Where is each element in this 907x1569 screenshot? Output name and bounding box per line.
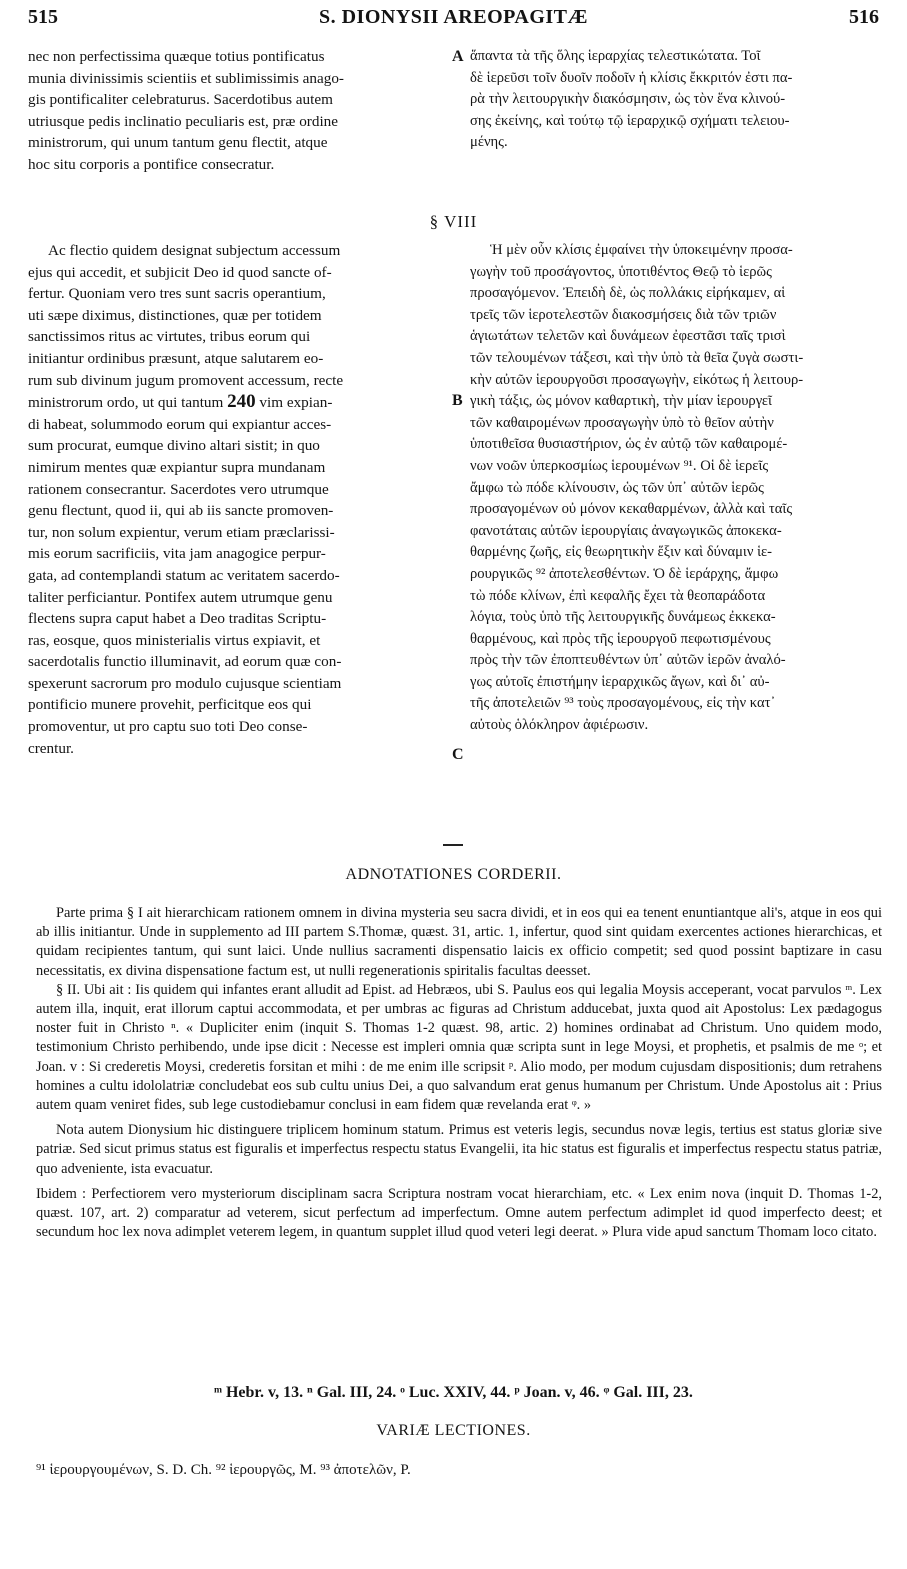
latin-column-main (28, 240, 446, 759)
text-line: ὑποτιθεῖσα θυσιαστήριον, ὡς ἐν αὐτῷ τῶν καθαιρομέ- (470, 436, 788, 453)
section-divider (443, 844, 463, 846)
text-line: initiantur ordinibus præsunt, atque salutarem eo- (28, 349, 324, 367)
inline-page-number: 240 (227, 391, 256, 413)
text-line: uti sæpe diximus, distinctiones, quæ per totidem (28, 306, 322, 324)
text-line: nec non perfectissima quæque totius pontificatus (28, 48, 325, 65)
text-line: gata, ad contemplandi statum ac veritatem sacerdo- (28, 566, 340, 584)
variant-readings: ⁹¹ ἱερουργουμένων, S. D. Ch. ⁹² ἱερουργῶς, M. ⁹³ ἀποτελῶν, P. (36, 1462, 411, 1478)
note-paragraph: Ibidem : Perfectiorem vero mysteriorum disciplinam sacra Scriptura nostram vocat hierarchiam, etc. « Lex enim nova (inquit D. Thomas 1-2, quæst. 107, art. 2) comparatur ad veterem, sicut perfectum ad imperfectum. Omne autem perfectum adimplet id quod imperfecto deest; et secundum hoc lex nova adimplet veterem legem, in quantum supplet illud quod veteri legi deerat. » Plura vide apud sanctum Thomam loco citato. (36, 1185, 882, 1241)
notes-heading: ADNOTATIONES CORDERII. (345, 866, 562, 883)
text-line: κὴν αὐτῶν ἱερουργοῦσι προσαγωγὴν, εἰκότως ἡ λειτουρ- (470, 371, 804, 388)
text-line: tur, non solum expientur, verum etiam præclarissi- (28, 523, 335, 541)
text-line: nimirum mentes quæ expiantur supra mundanam (28, 458, 326, 476)
running-header (28, 6, 879, 34)
text-line: σης ἐκείνης, καὶ τούτῳ τῷ ἱεραρχικῷ σχήματι τελειου- (470, 112, 790, 129)
text-line: αὐτοὺς ὁλόκληρον ἀφιέρωσιν. (470, 717, 649, 734)
text-line: di habeat, solummodo eorum qui expiantur acces- (28, 415, 332, 433)
text-line: προσαγόμενον. Ἐπειδὴ δὲ, ὡς πολλάκις εἰρήκαμεν, αἱ (470, 285, 786, 302)
text-line: utriusque pedis inclinatio peculiaris est, præ ordine (28, 112, 339, 130)
running-title: S. DIONYSII AREOPAGITÆ (318, 6, 589, 28)
note-paragraph: § II. Ubi ait : Iis quidem qui infantes erant alludit ad Epist. ad Hebræos, ubi S. Paulus eos qui legalia Moysis acceperant, vocat parvulos ᵐ. Lex autem illa, inquit, erat illorum captui accommodata, et per umbras ac figuras ad Christum adducebat, juxta quod ait Apostolus: Lex pædagogus noster fuit in Christo ⁿ. « Dupliciter enim (inquit S. Thomas 1-2 quæst. 98, artic. 2) homines ordinabat ad Christum. Uno quidem modo, testimonium Christo perhibendo, unde ipse dicit : Necesse est impleri omnia quæ scripta sunt in lege Moysi, et prophetis, et psalmis de me ᵒ; et Joan. v : Si crederetis Moysi, crederetis forsitan et mihi : de me enim ille scripsit ᵖ. Alio modo, per modum cujusdam dispositionis; dum retrahens homines a cultu idololatriæ concludebat eos sub cultu unius Dei, a quo salvandum erat genus humanum per Christum. Unde Apostolus ait : Prius autem quam veniret fides, sub lege custodiebamur conclusi in eam fidem quæ revelanda erat ᵠ. » (36, 981, 882, 1114)
text-line: γικὴ τάξις, ὡς μόνον καθαρτικὴ, τὴν μίαν ἱερουργεῖ (470, 393, 772, 410)
text-line: τῶν καθαιρομένων προσαγωγὴν ὑπὸ τὸ θεῖον αὐτὴν (470, 414, 774, 431)
text-line: νων νοῶν ὑπερκοσμίως ἱερουμένων ⁹¹. Οἱ δὲ ἱερεῖς (470, 457, 769, 474)
text-line: sacerdotalis functio illuminavit, ad eorum quæ con- (28, 653, 342, 671)
text-line: crentur. (28, 739, 74, 757)
text-line (28, 391, 446, 414)
text-line: rum sub divinum jugum promovent accessum, recte (28, 371, 344, 389)
text-line: τῆς ἀποτελειῶν ⁹³ τοὺς προσαγομένους, εἰς τὴν κατ᾽ (470, 695, 776, 712)
text-line: pontificio munere provehit, perficitque eos qui (28, 696, 312, 714)
text-line: θαρμένους, καὶ πρὸς τῆς ἱερουργοῦ πεφωτισμένους (470, 630, 771, 647)
greek-column-main (470, 240, 882, 737)
text-line: ras, eosque, quos ministerialis virtus expiavit, et (28, 631, 321, 649)
text-line: rationem consecrantur. Sacerdotes vero utrumque (28, 480, 329, 498)
text-line: fertur. Quoniam vero tres sunt sacris operantium, (28, 285, 326, 303)
text-line: θαρμένης ζωῆς, εἰς θεωρητικὴν ἕξιν καὶ δύναμιν ἱε- (470, 544, 773, 561)
text-line: genu flectunt, quod ii, qui ab iis sancte promoven- (28, 502, 334, 520)
text-line: προσαγομένων οὐ μόνον κεκαθαρμένων, ἀλλὰ καὶ ταῖς (470, 501, 793, 518)
margin-marker-b: B (452, 392, 463, 409)
text-line: ejus qui accedit, et subjicit Deo id quod sancte of- (28, 263, 332, 281)
text-line: τρεῖς τῶν ἱεροτελεστῶν διακοσμήσεις διὰ τῶν τριῶν (470, 306, 777, 323)
text-line: γως αὐτοῖς ἐπιστήμην ἱεραρχικῶς ἄγων, καὶ δι᾽ αὐ- (470, 673, 770, 690)
note-paragraph: Parte prima § I ait hierarchicam rationem omnem in divina mysteria seu sacra dividi, et in eos qui ea tenent enuntiantque ali's, atque in eos qui ab illis initiantur. Unde in supplemento ad III partem S.Thomæ, quæst. 31, artic. 1, infertur, quod sint quidam exercentes actiones hierarchicas, et quidam recipientes tantum, qui sunt laici. Unde nullius sacramenti dispensatio laicis ex officio competit; sed quod possint baptizare in casu necessitatis, ex divina dispensatione factum est, ut nulli regenerationis spiritalis facultas deesset. (36, 905, 882, 979)
text-line: ἅπαντα τὰ τῆς ὅλης ἱεραρχίας τελεστικώτατα. Τοῖ (470, 48, 761, 64)
annotations-block (36, 904, 882, 1242)
margin-marker-a: A (452, 48, 464, 65)
text-line: φανοτάταις αὐτῶν ἱερουργίαις ἀναγωγικῶς ἀποκεκα- (470, 522, 782, 539)
text-line: spexerunt sacrorum pro modulo cujusque scientiam (28, 674, 342, 692)
text-line: τὼ πόδε κλίνων, ἐπὶ κεφαλῆς ἔχει τὰ θεοπαράδοτα (470, 587, 766, 604)
text-line: promoventur, ut pro captu suo toti Deo conse- (28, 718, 308, 736)
text-line: ρὰ τὴν λειτουργικὴν διακόσμησιν, ὡς τὸν ἕνα κλινού- (470, 91, 786, 108)
text-line: δὲ ἱερεῦσι τοῖν δυοῖν ποδοῖν ἡ κλίσις ἔκκριτόν ἐστι πα- (470, 69, 793, 86)
text-line: taliter perficiantur. Pontifex autem utrumque genu (28, 588, 333, 606)
text-line: sum procurat, eumque divino altari sistit; in quo (28, 437, 320, 455)
text-fragment: vim expian- (259, 394, 333, 412)
page-number-left: 515 (28, 6, 58, 28)
note-paragraph: Nota autem Dionysium hic distinguere triplicem hominum statum. Primus est veteris legis, secundus novæ legis, tertius est status gloriæ sive patriæ. Sed sicut primus status est figuralis et imperfectus respectu status Evangelii, ita hic status est figuralis et imperfectus respectu status patriæ, quo adveniente, ista evacuatur. (36, 1122, 882, 1177)
text-line: ministrorum, qui unum tantum genu flectit, atque (28, 134, 328, 152)
text-line: gis pontificaliter celebraturus. Sacerdotibus autem (28, 91, 333, 109)
text-line: ἄμφω τὼ πόδε κλίνουσιν, ὡς τῶν ὑπ᾽ αὐτῶν ἱερῶς (470, 479, 764, 496)
text-fragment: ministrorum ordo, ut qui tantum (28, 394, 224, 412)
text-line: λόγια, τοὺς ὑπὸ τῆς λειτουργικῆς δυνάμεως ἐκκεκα- (470, 609, 776, 626)
section-heading: § VIII (429, 212, 478, 231)
text-line: μένης. (470, 134, 508, 151)
text-line: ἁγιωτάτων τελετῶν καὶ δυνάμεων ἐφεστᾶσι ταῖς τρισὶ (470, 328, 786, 345)
text-line: Ac flectio quidem designat subjectum accessum (48, 242, 341, 259)
variants-heading: VARIÆ LECTIONES. (376, 1422, 531, 1439)
scripture-references: ᵐ Hebr. v, 13. ⁿ Gal. III, 24. ᵒ Luc. XXIV, 44. ᵖ Joan. v, 46. ᵠ Gal. III, 23. (214, 1384, 693, 1401)
text-line: munia divinissimis scientiis et sublimissimis anago- (28, 69, 344, 87)
margin-marker-c: C (452, 746, 464, 763)
text-line: γωγὴν τοῦ προσάγοντος, ὑποτιθέντος Θεῷ τὸ ἱερῶς (470, 263, 772, 280)
page-number-right: 516 (849, 6, 879, 28)
text-line: flectens supra caput habet a Deo traditas Scriptu- (28, 610, 327, 628)
text-line: mis eorum sacrificiis, vita jam anagogice perpur- (28, 545, 326, 563)
text-line: τῶν τελουμένων τάξεσι, καὶ τὴν ὑπὸ τὰ θεῖα ζυγὰ σωστι- (470, 349, 804, 366)
text-line: sanctissimos ritus ac virtutes, tribus eorum qui (28, 328, 311, 346)
text-line: πρὸς τὴν τῶν ἐποπτευθέντων ὑπ᾽ αὐτῶν ἱερῶν ἀναλό- (470, 652, 786, 669)
text-line: ρουργικῶς ⁹² ἀποτελεσθέντων. Ὁ δὲ ἱεράρχης, ἄμφω (470, 565, 779, 582)
latin-column-top (28, 46, 446, 176)
text-line: Ἡ μὲν οὖν κλίσις ἐμφαίνει τὴν ὑποκειμένην προσα- (490, 242, 793, 258)
greek-column-top (470, 46, 882, 154)
text-line: hoc situ corporis a pontifice consecratur. (28, 155, 275, 173)
